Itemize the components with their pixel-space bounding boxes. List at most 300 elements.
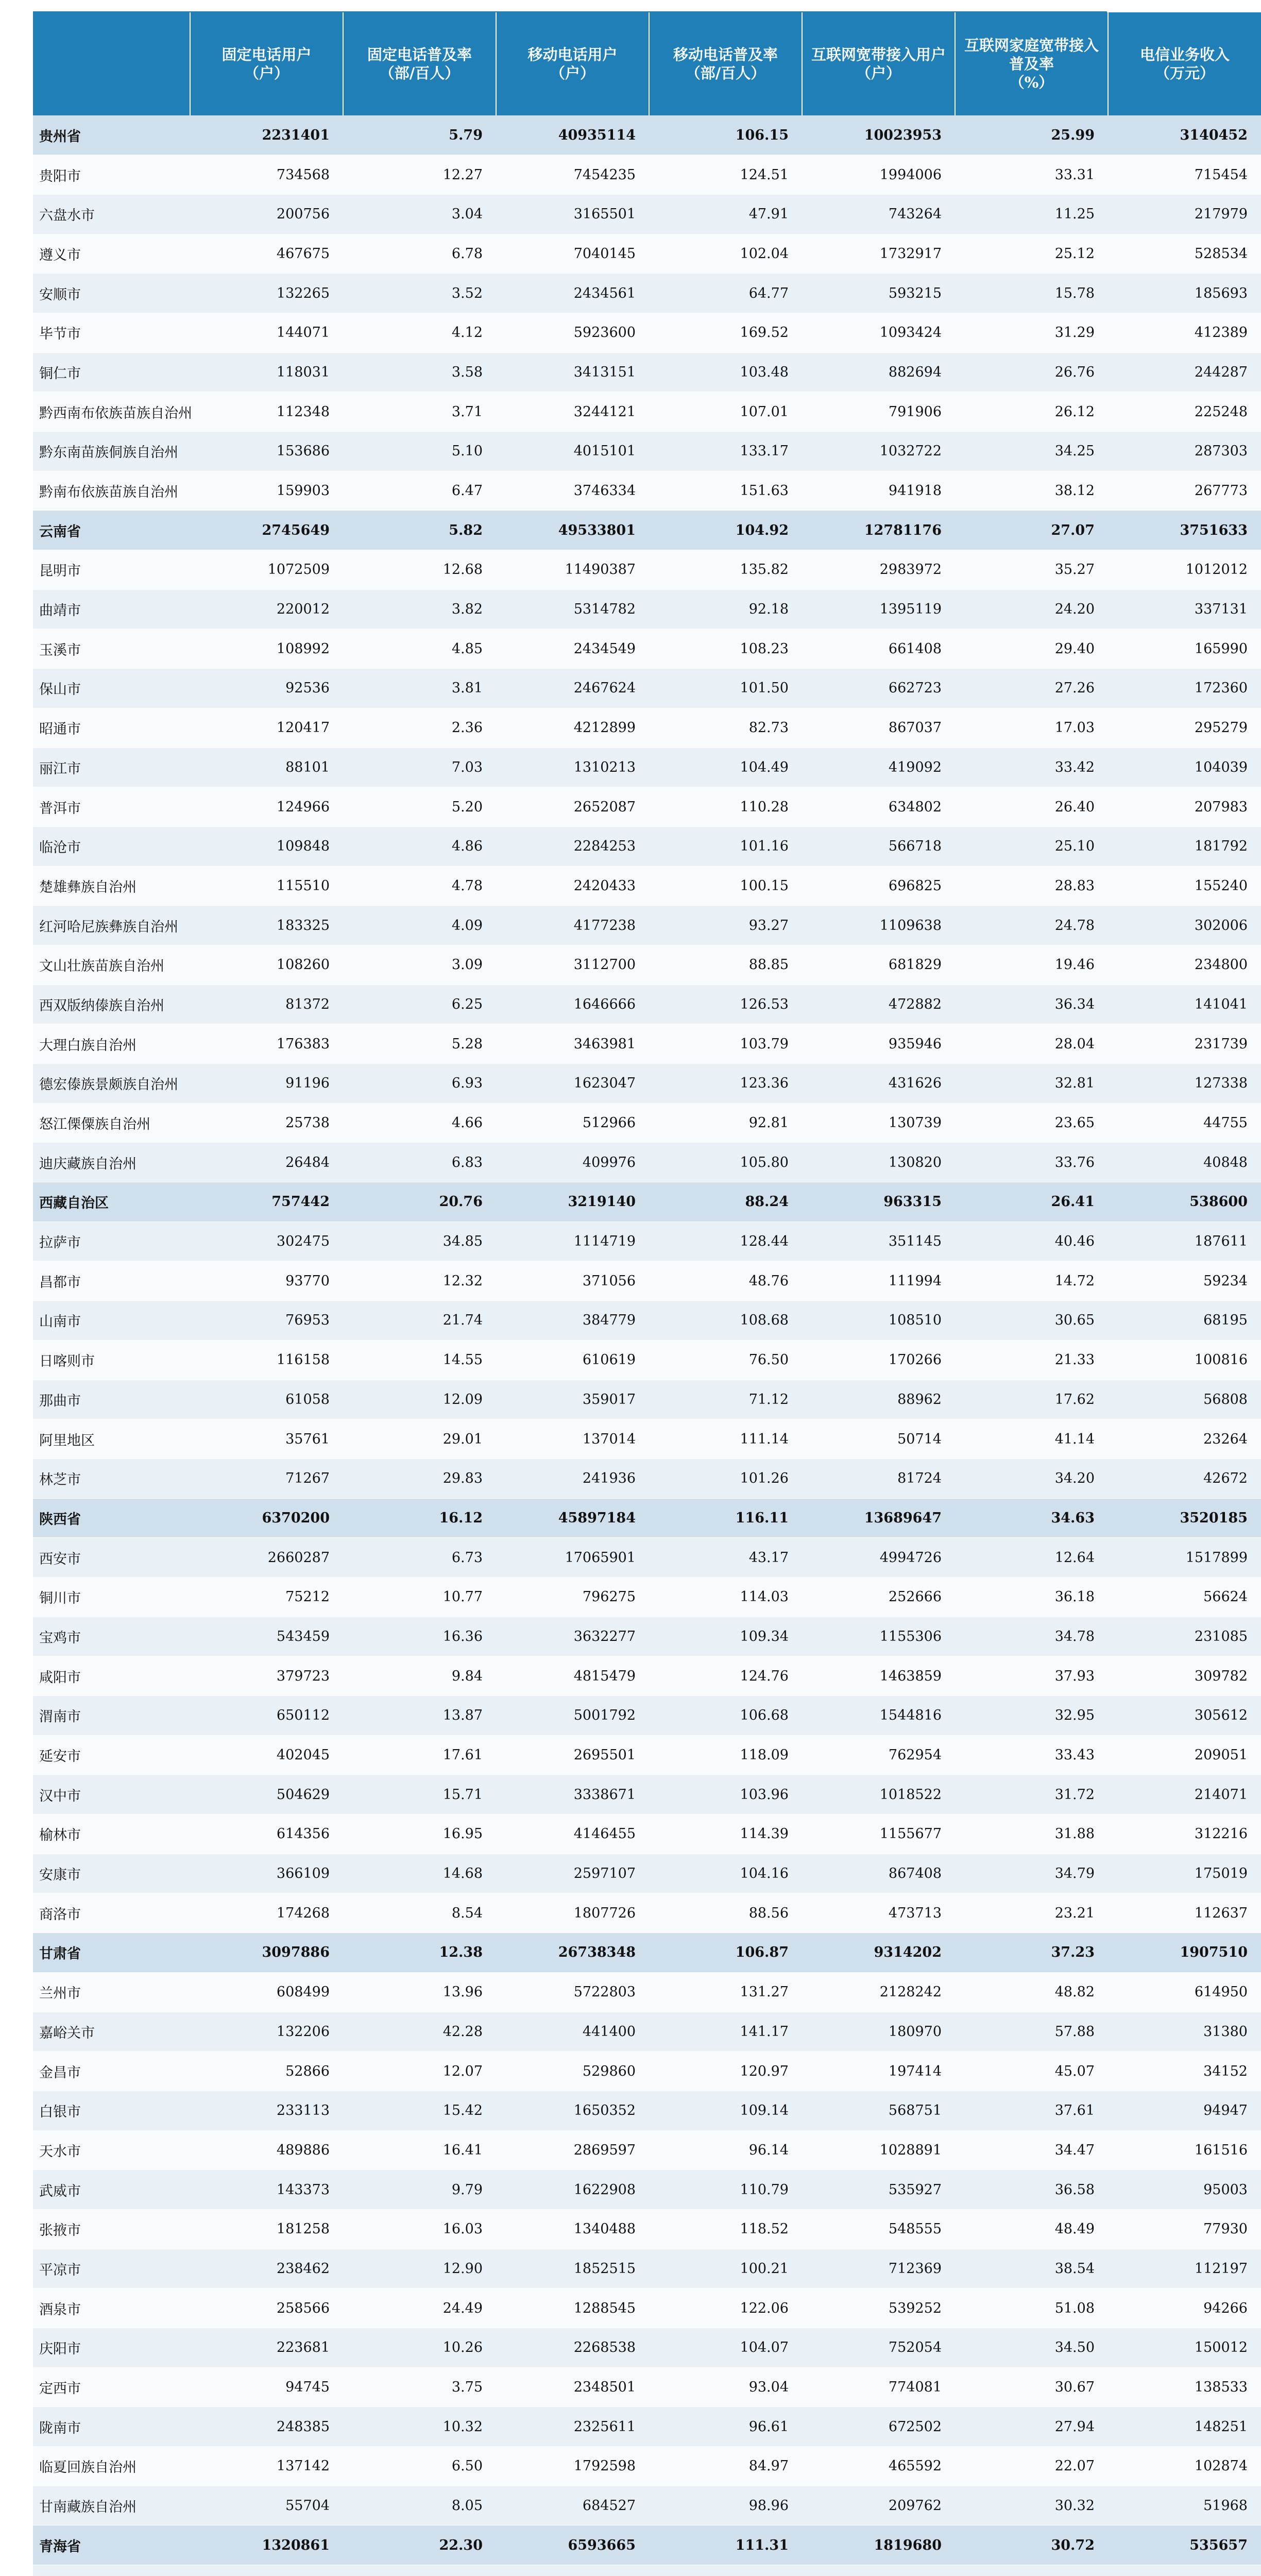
- value-cell: 366109: [190, 1854, 343, 1893]
- value-cell: 309782: [1108, 1656, 1261, 1696]
- value-cell: 412389: [1108, 313, 1261, 352]
- value-cell: 124.76: [649, 1656, 802, 1696]
- table-row: [33, 1893, 1261, 1933]
- value-cell: 223681: [190, 2328, 343, 2368]
- table-row: [33, 2407, 1261, 2447]
- value-cell: 7040145: [496, 234, 649, 274]
- value-cell: 22.07: [955, 2447, 1108, 2486]
- region-name-cell: 毕节市: [33, 313, 190, 352]
- value-cell: 88.56: [649, 1893, 802, 1933]
- value-cell: 24.20: [955, 589, 1108, 629]
- table-row: [33, 1656, 1261, 1696]
- value-cell: 662723: [802, 669, 955, 708]
- value-cell: 16.41: [343, 2130, 496, 2170]
- table-row: [33, 2249, 1261, 2289]
- value-cell: 42672: [1108, 1459, 1261, 1498]
- value-cell: 882694: [802, 352, 955, 392]
- value-cell: 244287: [1108, 352, 1261, 392]
- value-cell: 3.09: [343, 945, 496, 985]
- value-cell: 127338: [1108, 1064, 1261, 1104]
- value-cell: 25.99: [955, 115, 1108, 155]
- value-cell: 15.42: [343, 2091, 496, 2130]
- value-cell: 4994726: [802, 1538, 955, 1578]
- value-cell: 1819680: [802, 2526, 955, 2565]
- value-cell: 2420433: [496, 866, 649, 906]
- value-cell: 159903: [190, 471, 343, 511]
- value-cell: 116158: [190, 1340, 343, 1380]
- value-cell: 5722803: [496, 1972, 649, 2012]
- value-cell: 2869597: [496, 2130, 649, 2170]
- table-row: [33, 313, 1261, 352]
- value-cell: 40848: [1108, 1143, 1261, 1182]
- value-cell: 26.40: [955, 787, 1108, 827]
- value-cell: 712369: [802, 2249, 955, 2289]
- region-name-cell: 阿里地区: [33, 1419, 190, 1459]
- value-cell: 93.04: [649, 2367, 802, 2407]
- value-cell: 181792: [1108, 826, 1261, 866]
- value-cell: 31.88: [955, 1815, 1108, 1854]
- value-cell: 112348: [190, 392, 343, 432]
- value-cell: 126.53: [649, 985, 802, 1024]
- value-cell: 116.11: [649, 1498, 802, 1538]
- value-cell: 2745649: [190, 511, 343, 550]
- value-cell: 1792598: [496, 2447, 649, 2486]
- table-row: [33, 2209, 1261, 2249]
- value-cell: 88962: [802, 1380, 955, 1419]
- value-cell: 217979: [1108, 194, 1261, 234]
- value-cell: 489886: [190, 2130, 343, 2170]
- value-cell: 137142: [190, 2447, 343, 2486]
- region-name-cell: 红河哈尼族彝族自治州: [33, 906, 190, 945]
- value-cell: 248385: [190, 2407, 343, 2447]
- value-cell: 43.17: [649, 1538, 802, 1578]
- value-cell: 20.76: [343, 1182, 496, 1222]
- value-cell: 3219140: [496, 1182, 649, 1222]
- value-cell: 3520185: [1108, 1498, 1261, 1538]
- value-cell: 535657: [1108, 2526, 1261, 2565]
- value-cell: 4015101: [496, 432, 649, 471]
- value-cell: 9.79: [343, 2170, 496, 2210]
- value-cell: 109.14: [649, 2091, 802, 2130]
- column-header-unit: （户）: [856, 64, 901, 82]
- value-cell: 1650352: [496, 2091, 649, 2130]
- value-cell: 2467624: [496, 669, 649, 708]
- value-cell: 4.85: [343, 629, 496, 669]
- table-row: [33, 629, 1261, 669]
- value-cell: 608499: [190, 1972, 343, 2012]
- column-header-2: [343, 12, 496, 115]
- region-name-cell: 金昌市: [33, 2052, 190, 2091]
- value-cell: 1310213: [496, 748, 649, 787]
- region-name-cell: 贵州省: [33, 115, 190, 155]
- column-header-unit: （部/百人）: [685, 64, 766, 82]
- value-cell: 231739: [1108, 1024, 1261, 1064]
- value-cell: 207983: [1108, 787, 1261, 827]
- table-row: [33, 1775, 1261, 1815]
- value-cell: 120417: [190, 708, 343, 748]
- value-cell: [1108, 2565, 1261, 2576]
- value-cell: 27.26: [955, 669, 1108, 708]
- value-cell: 34.47: [955, 2130, 1108, 2170]
- value-cell: 2695501: [496, 1735, 649, 1775]
- value-cell: 26.76: [955, 352, 1108, 392]
- value-cell: 17.62: [955, 1380, 1108, 1419]
- value-cell: 12.27: [343, 155, 496, 195]
- value-cell: 963315: [802, 1182, 955, 1222]
- table-row: [33, 1222, 1261, 1261]
- value-cell: 114.03: [649, 1577, 802, 1617]
- value-cell: 2434549: [496, 629, 649, 669]
- value-cell: 16.12: [343, 1498, 496, 1538]
- value-cell: 528534: [1108, 234, 1261, 274]
- value-cell: 337131: [1108, 589, 1261, 629]
- region-name-cell: 平凉市: [33, 2249, 190, 2289]
- table-row: [33, 2447, 1261, 2486]
- value-cell: 3165501: [496, 194, 649, 234]
- value-cell: 31.29: [955, 313, 1108, 352]
- value-cell: 3.82: [343, 589, 496, 629]
- value-cell: 734568: [190, 155, 343, 195]
- value-cell: 465592: [802, 2447, 955, 2486]
- table-row: [33, 1854, 1261, 1893]
- value-cell: 29.83: [343, 1459, 496, 1498]
- table-row: [33, 1340, 1261, 1380]
- value-cell: 28.04: [955, 1024, 1108, 1064]
- value-cell: 1623047: [496, 1064, 649, 1104]
- column-header-unit: （部/百人）: [379, 64, 460, 82]
- value-cell: 50714: [802, 1419, 955, 1459]
- value-cell: 141.17: [649, 2012, 802, 2052]
- region-name-cell: 黔西南布依族苗族自治州: [33, 392, 190, 432]
- value-cell: 49533801: [496, 511, 649, 550]
- value-cell: 165990: [1108, 629, 1261, 669]
- value-cell: [190, 2565, 343, 2576]
- province-row: [33, 2526, 1261, 2565]
- value-cell: 305612: [1108, 1696, 1261, 1736]
- value-cell: 109848: [190, 826, 343, 866]
- value-cell: 258566: [190, 2289, 343, 2328]
- value-cell: 3.75: [343, 2367, 496, 2407]
- value-cell: 504629: [190, 1775, 343, 1815]
- value-cell: 10.32: [343, 2407, 496, 2447]
- region-name-cell: 铜仁市: [33, 352, 190, 392]
- column-header-unit: （万元）: [1154, 64, 1215, 82]
- value-cell: 715454: [1108, 155, 1261, 195]
- value-cell: 141041: [1108, 985, 1261, 1024]
- value-cell: 2284253: [496, 826, 649, 866]
- value-cell: 371056: [496, 1261, 649, 1301]
- value-cell: 108510: [802, 1301, 955, 1341]
- value-cell: 3632277: [496, 1617, 649, 1656]
- value-cell: 5923600: [496, 313, 649, 352]
- column-header-label: 互联网宽带接入用户: [811, 46, 946, 63]
- value-cell: 1155677: [802, 1815, 955, 1854]
- table-row: [33, 1459, 1261, 1498]
- value-cell: 3.58: [343, 352, 496, 392]
- region-name-cell: 玉溪市: [33, 629, 190, 669]
- region-name-cell: 德宏傣族景颇族自治州: [33, 1064, 190, 1104]
- value-cell: 187611: [1108, 1222, 1261, 1261]
- value-cell: 135.82: [649, 550, 802, 590]
- value-cell: 6.83: [343, 1143, 496, 1182]
- value-cell: 111.31: [649, 2526, 802, 2565]
- value-cell: 124966: [190, 787, 343, 827]
- value-cell: 102874: [1108, 2447, 1261, 2486]
- value-cell: 33.76: [955, 1143, 1108, 1182]
- value-cell: 151.63: [649, 471, 802, 511]
- value-cell: 55704: [190, 2486, 343, 2526]
- table-row: [33, 1064, 1261, 1104]
- region-name-cell: 黔东南苗族侗族自治州: [33, 432, 190, 471]
- value-cell: 4.09: [343, 906, 496, 945]
- value-cell: [496, 2565, 649, 2576]
- region-name-cell: 咸阳市: [33, 1656, 190, 1696]
- value-cell: 6.47: [343, 471, 496, 511]
- region-name-cell: 铜川市: [33, 1577, 190, 1617]
- value-cell: 77930: [1108, 2209, 1261, 2249]
- value-cell: 106.15: [649, 115, 802, 155]
- value-cell: 104.16: [649, 1854, 802, 1893]
- value-cell: 111994: [802, 1261, 955, 1301]
- region-name-cell: 林芝市: [33, 1459, 190, 1498]
- value-cell: 774081: [802, 2367, 955, 2407]
- table-row: [33, 1261, 1261, 1301]
- value-cell: 12.38: [343, 1933, 496, 1973]
- value-cell: 1907510: [1108, 1933, 1261, 1973]
- value-cell: 1807726: [496, 1893, 649, 1933]
- value-cell: 762954: [802, 1735, 955, 1775]
- table-row: [33, 2052, 1261, 2091]
- value-cell: 359017: [496, 1380, 649, 1419]
- value-cell: 5.82: [343, 511, 496, 550]
- region-name-cell: 陇南市: [33, 2407, 190, 2447]
- value-cell: 88.85: [649, 945, 802, 985]
- value-cell: 12.68: [343, 550, 496, 590]
- value-cell: 27.94: [955, 2407, 1108, 2447]
- value-cell: 209051: [1108, 1735, 1261, 1775]
- table-row: [33, 708, 1261, 748]
- value-cell: 16.95: [343, 1815, 496, 1854]
- value-cell: 234800: [1108, 945, 1261, 985]
- value-cell: 287303: [1108, 432, 1261, 471]
- value-cell: 238462: [190, 2249, 343, 2289]
- value-cell: 34.63: [955, 1498, 1108, 1538]
- value-cell: 61058: [190, 1380, 343, 1419]
- value-cell: 2.36: [343, 708, 496, 748]
- value-cell: 220012: [190, 589, 343, 629]
- value-cell: 100.21: [649, 2249, 802, 2289]
- value-cell: 34.50: [955, 2328, 1108, 2368]
- value-cell: 103.48: [649, 352, 802, 392]
- value-cell: 2660287: [190, 1538, 343, 1578]
- value-cell: 81724: [802, 1459, 955, 1498]
- value-cell: 100.15: [649, 866, 802, 906]
- value-cell: 176383: [190, 1024, 343, 1064]
- value-cell: 130739: [802, 1103, 955, 1143]
- value-cell: 24.49: [343, 2289, 496, 2328]
- value-cell: 111.14: [649, 1419, 802, 1459]
- region-name-cell: 宝鸡市: [33, 1617, 190, 1656]
- region-name-cell: 昭通市: [33, 708, 190, 748]
- table-row: [33, 1024, 1261, 1064]
- region-name-cell: 丽江市: [33, 748, 190, 787]
- value-cell: 4.12: [343, 313, 496, 352]
- value-cell: 566718: [802, 826, 955, 866]
- value-cell: 102.04: [649, 234, 802, 274]
- province-row: [33, 1933, 1261, 1973]
- value-cell: 2434561: [496, 274, 649, 313]
- value-cell: 14.72: [955, 1261, 1108, 1301]
- table-row: [33, 194, 1261, 234]
- region-name-cell: 西安市: [33, 1538, 190, 1578]
- value-cell: 26.12: [955, 392, 1108, 432]
- value-cell: 13.87: [343, 1696, 496, 1736]
- value-cell: 267773: [1108, 471, 1261, 511]
- value-cell: 16.36: [343, 1617, 496, 1656]
- value-cell: 21.33: [955, 1340, 1108, 1380]
- region-name-cell: 西双版纳傣族自治州: [33, 985, 190, 1024]
- column-header-label: 移动电话普及率: [673, 46, 778, 63]
- value-cell: 6.50: [343, 2447, 496, 2486]
- value-cell: 123.36: [649, 1064, 802, 1104]
- value-cell: 1114719: [496, 1222, 649, 1261]
- value-cell: 791906: [802, 392, 955, 432]
- value-cell: 9.84: [343, 1656, 496, 1696]
- value-cell: 101.26: [649, 1459, 802, 1498]
- region-name-cell: 怒江傈僳族自治州: [33, 1103, 190, 1143]
- column-header-3: [496, 12, 649, 115]
- value-cell: 31.72: [955, 1775, 1108, 1815]
- value-cell: 94266: [1108, 2289, 1261, 2328]
- value-cell: 92536: [190, 669, 343, 708]
- value-cell: 23264: [1108, 1419, 1261, 1459]
- value-cell: 634802: [802, 787, 955, 827]
- value-cell: 672502: [802, 2407, 955, 2447]
- region-name-cell: 六盘水市: [33, 194, 190, 234]
- value-cell: 419092: [802, 748, 955, 787]
- value-cell: 2268538: [496, 2328, 649, 2368]
- value-cell: 2231401: [190, 115, 343, 155]
- region-name-cell: 酒泉市: [33, 2289, 190, 2328]
- value-cell: 59234: [1108, 1261, 1261, 1301]
- value-cell: 34.78: [955, 1617, 1108, 1656]
- region-name-cell: 兰州市: [33, 1972, 190, 2012]
- value-cell: 30.32: [955, 2486, 1108, 2526]
- table-row: [33, 392, 1261, 432]
- value-cell: 120.97: [649, 2052, 802, 2091]
- value-cell: 42.28: [343, 2012, 496, 2052]
- value-cell: 4.86: [343, 826, 496, 866]
- table-row: [33, 985, 1261, 1024]
- value-cell: 14.68: [343, 1854, 496, 1893]
- value-cell: 133.17: [649, 432, 802, 471]
- column-header-label: 移动电话用户: [527, 46, 618, 63]
- region-name-cell: 汉中市: [33, 1775, 190, 1815]
- value-cell: 94745: [190, 2367, 343, 2407]
- region-name-cell: 西藏自治区: [33, 1182, 190, 1222]
- value-cell: 3.71: [343, 392, 496, 432]
- value-cell: 12.09: [343, 1380, 496, 1419]
- value-cell: 88.24: [649, 1182, 802, 1222]
- value-cell: 38.12: [955, 471, 1108, 511]
- value-cell: 610619: [496, 1340, 649, 1380]
- value-cell: 17065901: [496, 1538, 649, 1578]
- value-cell: 1340488: [496, 2209, 649, 2249]
- value-cell: 106.68: [649, 1696, 802, 1736]
- table-row: [33, 2328, 1261, 2368]
- value-cell: 92.81: [649, 1103, 802, 1143]
- value-cell: 71.12: [649, 1380, 802, 1419]
- value-cell: 172360: [1108, 669, 1261, 708]
- value-cell: 402045: [190, 1735, 343, 1775]
- column-header-unit: （户）: [244, 64, 289, 82]
- value-cell: 472882: [802, 985, 955, 1024]
- value-cell: 175019: [1108, 1854, 1261, 1893]
- value-cell: 696825: [802, 866, 955, 906]
- value-cell: 295279: [1108, 708, 1261, 748]
- region-name-cell: 大理白族自治州: [33, 1024, 190, 1064]
- value-cell: 214071: [1108, 1775, 1261, 1815]
- value-cell: 104.07: [649, 2328, 802, 2368]
- region-name-cell: 保山市: [33, 669, 190, 708]
- table-row: [33, 669, 1261, 708]
- value-cell: 384779: [496, 1301, 649, 1341]
- value-cell: 40935114: [496, 115, 649, 155]
- table-row: [33, 471, 1261, 511]
- region-name-cell: 曲靖市: [33, 589, 190, 629]
- value-cell: 104.49: [649, 748, 802, 787]
- value-cell: 535927: [802, 2170, 955, 2210]
- value-cell: 185693: [1108, 274, 1261, 313]
- value-cell: 32.81: [955, 1064, 1108, 1104]
- value-cell: 1994006: [802, 155, 955, 195]
- table-row: [33, 1696, 1261, 1736]
- value-cell: 36.34: [955, 985, 1108, 1024]
- column-header-label: 固定电话普及率: [367, 46, 472, 63]
- value-cell: 11.25: [955, 194, 1108, 234]
- region-name-cell: 贵阳市: [33, 155, 190, 195]
- table-row: [33, 1617, 1261, 1656]
- value-cell: 409976: [496, 1143, 649, 1182]
- value-cell: 1093424: [802, 313, 955, 352]
- value-cell: 101.50: [649, 669, 802, 708]
- value-cell: 5.10: [343, 432, 496, 471]
- value-cell: 3097886: [190, 1933, 343, 1973]
- table-row: [33, 2130, 1261, 2170]
- value-cell: 36.58: [955, 2170, 1108, 2210]
- region-name-cell: 安康市: [33, 1854, 190, 1893]
- region-name-cell: 榆林市: [33, 1815, 190, 1854]
- table-row: [33, 432, 1261, 471]
- value-cell: 1646666: [496, 985, 649, 1024]
- value-cell: 12.32: [343, 1261, 496, 1301]
- table-row: [33, 234, 1261, 274]
- region-name-cell: [33, 2565, 190, 2576]
- value-cell: 6.93: [343, 1064, 496, 1104]
- table-row: [33, 826, 1261, 866]
- value-cell: 539252: [802, 2289, 955, 2328]
- value-cell: 379723: [190, 1656, 343, 1696]
- value-cell: 107.01: [649, 392, 802, 432]
- region-name-cell: 庆阳市: [33, 2328, 190, 2368]
- table-row: [33, 155, 1261, 195]
- value-cell: 98.96: [649, 2486, 802, 2526]
- region-name-cell: 昌都市: [33, 1261, 190, 1301]
- value-cell: 568751: [802, 2091, 955, 2130]
- value-cell: 28.83: [955, 866, 1108, 906]
- value-cell: 757442: [190, 1182, 343, 1222]
- value-cell: 867037: [802, 708, 955, 748]
